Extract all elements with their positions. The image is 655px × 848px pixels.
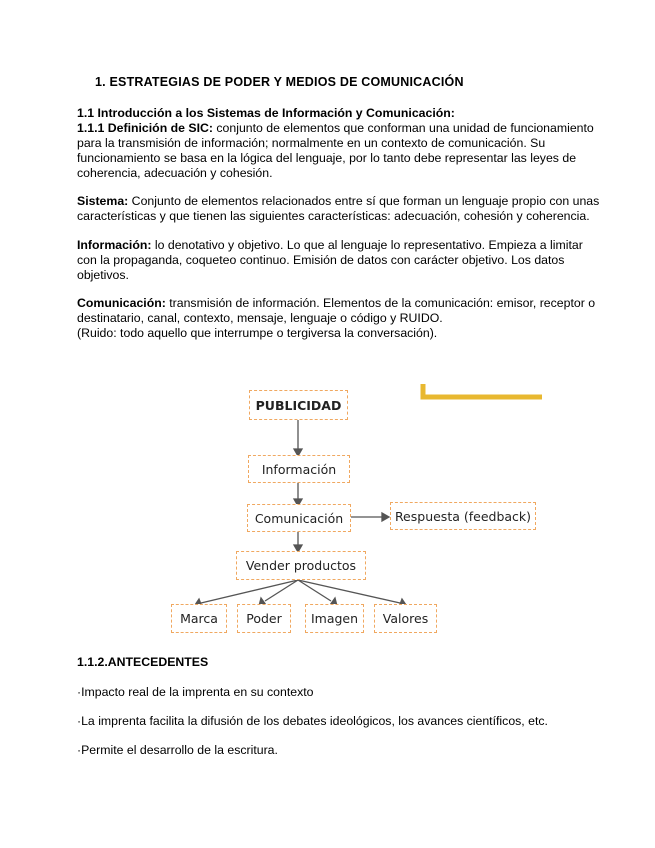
node-respuesta: Respuesta (feedback)	[390, 502, 536, 530]
accent-bracket	[423, 384, 542, 397]
intro-line: conjunto de elementos que conforman una unidad de funcionamiento	[212, 121, 594, 135]
informacion-line: lo denotativo y objetivo. Lo que al lenguaje lo representativo. Empieza a limitar	[151, 238, 583, 252]
node-valores: Valores	[374, 604, 437, 633]
branch-poder	[265, 580, 298, 601]
informacion-line: objetivos.	[77, 268, 129, 282]
intro-line: para la transmisión de información; normalmente en un contexto de comunicación. Su	[77, 136, 546, 150]
comunicacion-line: (Ruido: todo aquello que interrumpe o tergiversa la conversación).	[77, 326, 438, 340]
node-poder: Poder	[237, 604, 291, 633]
branch-valores	[298, 580, 400, 603]
node-vender-productos: Vender productos	[236, 551, 366, 580]
antecedentes-item: ·Impacto real de la imprenta en su contexto	[77, 685, 314, 699]
antecedentes-item: ·Permite el desarrollo de la escritura.	[77, 743, 278, 757]
comunicacion-line: transmisión de información. Elementos de la comunicación: emisor, receptor o	[165, 296, 596, 310]
comunicacion-term: Comunicación:	[77, 296, 166, 310]
antecedentes-heading: 1.1.2.ANTECEDENTES	[77, 655, 209, 669]
sistema-line: Conjunto de elementos relacionados entre sí que forman un lenguaje propio con unas	[128, 194, 600, 208]
intro-subheading: 1.1 Introducción a los Sistemas de Información y Comunicación:	[77, 106, 455, 120]
node-imagen: Imagen	[305, 604, 364, 633]
sistema-line: características y que tienen las siguientes características: adecuación, cohesión y coherencia.	[77, 209, 590, 223]
informacion-term: Información:	[77, 238, 152, 252]
node-informacion: Información	[248, 455, 350, 483]
informacion-line: con la propaganda, coqueteo continuo. Emisión de datos con carácter objetivo. Los datos	[77, 253, 565, 267]
antecedentes-item: ·La imprenta facilita la difusión de los debates ideológicos, los avances científicos, etc.	[77, 714, 548, 728]
sistema-term: Sistema:	[77, 194, 129, 208]
branch-marca	[201, 580, 298, 603]
node-marca: Marca	[171, 604, 227, 633]
node-publicidad: PUBLICIDAD	[249, 390, 348, 420]
intro-line: coherencia, adecuación y cohesión.	[77, 166, 273, 180]
intro-line: funcionamiento se basa en la lógica del lenguaje, por lo tanto debe representar las leyes de	[77, 151, 577, 165]
sic-definition-term: 1.1.1 Definición de SIC:	[77, 121, 213, 135]
node-comunicacion: Comunicación	[247, 504, 351, 532]
comunicacion-line: destinatario, canal, contexto, mensaje, lenguaje o código y RUIDO.	[77, 311, 443, 325]
section-title: 1. ESTRATEGIAS DE PODER Y MEDIOS DE COMUNICACIÓN	[95, 75, 464, 89]
